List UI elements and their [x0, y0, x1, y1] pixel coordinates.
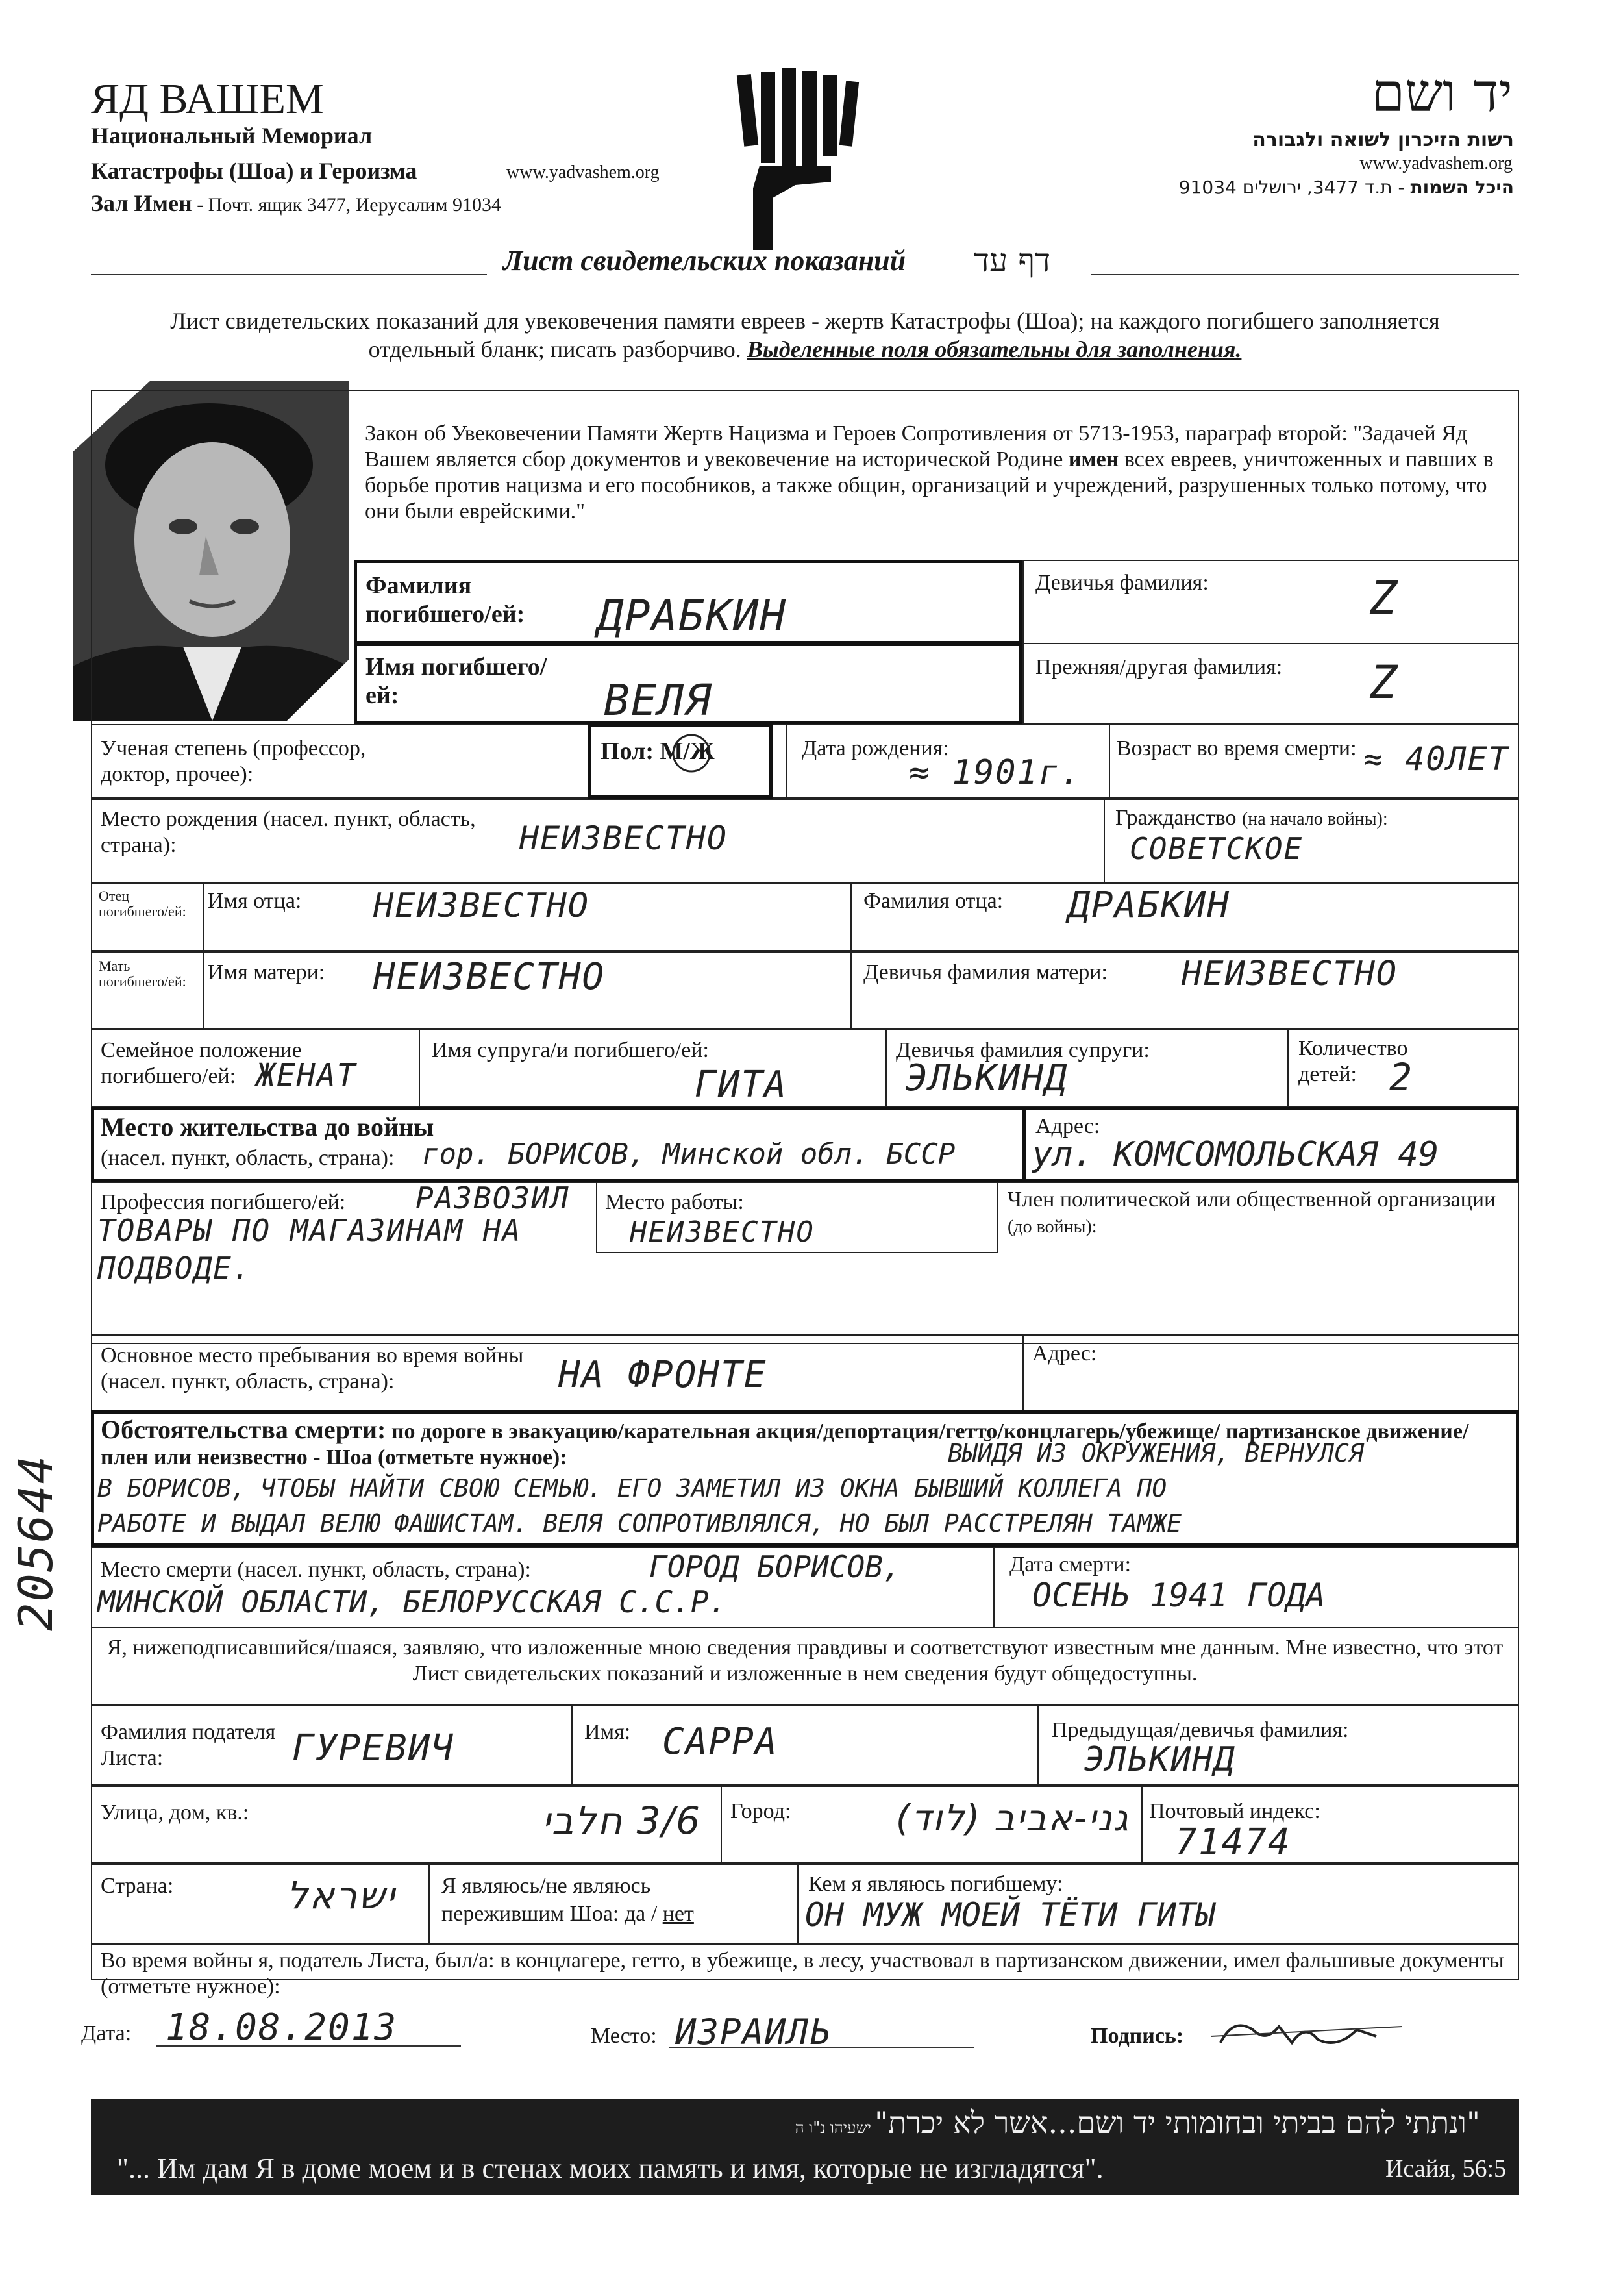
war-address-label: Адрес:	[1032, 1341, 1097, 1366]
death-circ-line1: ВЫЙДЯ ИЗ ОКРУЖЕНИЯ, ВЕРНУЛСЯ	[948, 1439, 1364, 1467]
death-circ-text: по дороге в эвакуацию/карательная акция/депортация/гетто/концлагерь/убежище/ партизанское движение/плен или неизвестно - Шоа (отметьте нужное):	[101, 1419, 1469, 1469]
title-rule-right	[1091, 274, 1519, 275]
war-address-field[interactable]	[1022, 1334, 1519, 1412]
relation-label: Кем я являюсь погибшему:	[808, 1872, 1063, 1896]
spouse-label: Имя супруга/и погибшего/ей:	[432, 1038, 709, 1062]
declaration: Я, нижеподписавшийся/шаяся, заявляю, что изложенные мною сведения правдивы и соответствуют известным мне данным. Мне известно, что этот Лист свидетельских показаний и изложенные в нем сведения будут общедоступны.	[106, 1636, 1504, 1686]
profession-line1: РАЗВОЗИЛ	[415, 1180, 570, 1216]
instructions-required: Выделенные поля обязательны для заполнения.	[747, 336, 1242, 362]
citizenship-value: СОВЕТСКОЕ	[1130, 831, 1304, 866]
quote-he: "ונתתי להם בביתי ובחומותי יד ושם...אשר לא יכרת"	[874, 2105, 1480, 2140]
spouse-maiden-label: Девичья фамилия супруги:	[896, 1038, 1150, 1062]
quote-he-wrap	[312, 2105, 1480, 2140]
father-surname-label: Фамилия отца:	[863, 889, 1004, 913]
he-line1: רשות הזיכרון לשואה ולגבורה	[1252, 129, 1514, 151]
maiden-name-label: Девичья фамилия:	[1035, 571, 1209, 595]
submitter-name-value: САРРА	[662, 1721, 778, 1763]
country-label: Страна:	[101, 1874, 174, 1898]
children-label: Количество детей:	[1298, 1036, 1408, 1086]
submitter-surname-value: ГУРЕВИЧ	[292, 1727, 455, 1769]
hall-name: Зал Имен	[91, 190, 192, 216]
citizenship-label: Гражданство	[1115, 806, 1237, 830]
gender-circle-mark	[669, 730, 714, 776]
country-value: ישראל	[286, 1873, 396, 1917]
dob-label: Дата рождения:	[802, 736, 949, 760]
he-hall-line	[1179, 177, 1514, 198]
residence-sub: (насел. пункт, область, страна):	[101, 1146, 395, 1170]
age-label: Возраст во время смерти:	[1117, 736, 1357, 760]
workplace-label: Место работы:	[605, 1190, 744, 1214]
relation-value: ОН МУЖ МОЕЙ ТЁТИ ГИТЫ	[805, 1896, 1216, 1934]
citizenship-label-wrap	[1115, 805, 1388, 832]
residence-address-value: ул. КОМСОМОЛЬСКАЯ 49	[1032, 1135, 1439, 1174]
residence-value: гор. БОРИСОВ, Минской обл. БССР	[422, 1138, 956, 1171]
he-website: www.yadvashem.org	[1359, 153, 1513, 173]
footer-place-value: ИЗРАИЛЬ	[675, 2012, 832, 2053]
birthplace-label: Место рождения (насел. пункт, область, страна):	[101, 807, 476, 857]
member-note: (до войны):	[1008, 1217, 1097, 1237]
hall-address: - Почт. ящик 3477, Иерусалим 91034	[192, 194, 501, 216]
residence-label: Место жительства до войны	[101, 1112, 434, 1142]
spouse-maiden-value: ЭЛЬКИНД	[906, 1057, 1069, 1099]
mother-maiden-value: НЕИЗВЕСТНО	[1182, 955, 1398, 993]
form-title-ru: Лист свидетельских показаний	[503, 245, 906, 277]
marital-value: ЖЕНАТ	[256, 1057, 357, 1093]
footer-date-label: Дата:	[81, 2021, 132, 2045]
death-circ-line3: РАБОТЕ И ВЫДАЛ ВЕЛЮ ФАШИСТАМ. ВЕЛЯ СОПРОТИВЛЯЛСЯ, НО БЫЛ РАССТРЕЛЯН ТАМЖЕ	[97, 1509, 1182, 1538]
yad-vashem-logo	[734, 68, 863, 256]
website: www.yadvashem.org	[506, 162, 660, 182]
birthplace-value: НЕИЗВЕСТНО	[519, 819, 728, 857]
he-address: - ת.ד 3477, ירושלים 91034	[1178, 177, 1411, 198]
hall-line	[91, 190, 501, 217]
spouse-value: ГИТА	[695, 1064, 787, 1106]
title-rule-left	[91, 274, 487, 275]
mother-side-label: Мать погибшего/ей:	[99, 958, 186, 990]
residence-address-label: Адрес:	[1035, 1114, 1100, 1138]
city-label: Город:	[730, 1799, 791, 1823]
survivor-label-1: Я являюсь/не являюсь	[441, 1874, 651, 1898]
submitter-prev-label: Предыдущая/девичья фамилия:	[1052, 1718, 1349, 1742]
org-title-he: יד ושם	[1371, 62, 1513, 124]
firstname-value: ВЕЛЯ	[604, 675, 712, 725]
quote-ru: "... Им дам Я в доме моем и в стенах моих память и имя, которые не изгладятся".	[117, 2152, 1104, 2184]
marital-label: Семейное положение погибшего/ей:	[101, 1038, 302, 1088]
former-name-label: Прежняя/другая фамилия:	[1035, 655, 1283, 679]
surname-label: Фамилия погибшего/ей:	[365, 572, 525, 628]
law-bold: имен	[1068, 447, 1119, 471]
signature	[1208, 2010, 1415, 2056]
age-value: ≈ 40ЛЕТ	[1363, 740, 1509, 778]
margin-number: 205644	[8, 1454, 63, 1631]
citizenship-note: (на начало войны):	[1241, 809, 1388, 829]
footer-place-label: Место:	[591, 2024, 657, 2048]
footer-sign-label: Подпись:	[1091, 2024, 1184, 2048]
father-name-value: НЕИЗВЕСТНО	[373, 886, 590, 925]
children-value: 2	[1389, 1055, 1413, 1099]
law-p1: Закон об Увековечении Памяти Жертв Нацизма и Героев Сопротивления от 5713-1953, параграф второй: "Задачей Яд Вашем является сбор документов и увековечение на исторической Родине	[365, 421, 1468, 471]
survivor-no[interactable]: нет	[662, 1902, 694, 1926]
zip-label: Почтовый индекс:	[1149, 1799, 1320, 1823]
maiden-name-value: Z	[1370, 571, 1399, 625]
submitter-name-label: Имя:	[584, 1720, 631, 1744]
footer-date-line	[156, 2045, 461, 2047]
survivor-yes[interactable]: да	[624, 1902, 646, 1926]
during-war-text: Во время войны я, податель Листа, был/а: в концлагере, гетто, в убежище, в лесу, участвовал в партизанском движении, имел фальшивые документы (отметьте нужное):	[101, 1949, 1504, 1999]
death-place-line1: ГОРОД БОРИСОВ,	[649, 1549, 901, 1584]
submitter-prev-value: ЭЛЬКИНД	[1084, 1740, 1236, 1779]
death-circ-bold: Обстоятельства смерти:	[101, 1415, 386, 1444]
memorial-line2: Катастрофы (Шоа) и Героизма	[91, 158, 417, 184]
law-text	[365, 421, 1507, 525]
zip-value: 71474	[1175, 1821, 1291, 1864]
death-date-label: Дата смерти:	[1009, 1553, 1132, 1577]
firstname-label: Имя погибшего/ей:	[365, 653, 547, 709]
survivor-label-2: пережившим Шоа:	[441, 1902, 619, 1926]
profession-line2: ТОВАРЫ ПО МАГАЗИНАМ НА	[97, 1213, 522, 1248]
war-place-label: Основное место пребывания во время войны (насел. пункт, область, страна):	[101, 1343, 524, 1393]
memorial-line1: Национальный Мемориал	[91, 123, 373, 149]
submitter-surname-label: Фамилия подателя Листа:	[101, 1720, 276, 1770]
survivor-label-2-wrap	[441, 1901, 694, 1927]
quote-he-ref: ישעיהו נ"ו ה	[795, 2119, 871, 2137]
footer-date-value: 18.08.2013	[166, 2006, 398, 2049]
father-name-label: Имя отца:	[208, 889, 302, 913]
quote-banner	[91, 2099, 1519, 2195]
org-title-ru: ЯД ВАШЕМ	[91, 75, 324, 123]
submitter-name-field[interactable]	[571, 1704, 1039, 1786]
survivor-sep: /	[645, 1902, 663, 1926]
form-title-he: דף עד	[974, 242, 1051, 279]
law-p2: всех евреев, уничтоженных и павших в борьбе против нацизма и его пособников, а также общин, организаций и учреждений, разрушенных только потому, что они были еврейскими."	[365, 447, 1494, 523]
gender-label: Пол: М/Ж	[601, 738, 715, 765]
degree-label: Ученая степень (профессор, доктор, прочее):	[101, 736, 366, 786]
father-side-label: Отец погибшего/ей:	[99, 888, 186, 919]
father-surname-value: ДРАБКИН	[1068, 884, 1231, 927]
profession-line3: ПОДВОДЕ.	[97, 1251, 252, 1286]
footer-place-line	[669, 2047, 974, 2048]
death-place-label: Место смерти (насел. пункт, область, страна):	[101, 1558, 531, 1582]
mother-name-value: НЕИЗВЕСТНО	[373, 956, 606, 998]
street-value: 3/6 חלבי	[541, 1799, 701, 1843]
dob-value: ≈ 1901г.	[909, 753, 1082, 792]
city-value: גני-אביב (לוד)	[895, 1797, 1130, 1840]
instructions	[117, 306, 1493, 364]
member-label: Член политической или общественной организации	[1008, 1188, 1496, 1212]
death-date-value: ОСЕНЬ 1941 ГОДА	[1032, 1577, 1326, 1614]
quote-ref: Исайя, 56:5	[1385, 2155, 1506, 2182]
former-name-value: Z	[1370, 656, 1399, 709]
mother-name-label: Имя матери:	[208, 960, 325, 984]
profession-label: Профессия погибшего/ей:	[101, 1190, 346, 1214]
death-circ-line2: В БОРИСОВ, ЧТОБЫ НАЙТИ СВОЮ СЕМЬЮ. ЕГО ЗАМЕТИЛ ИЗ ОКНА БЫВШИЙ КОЛЛЕГА ПО	[97, 1474, 1167, 1503]
member-label-wrap	[1008, 1187, 1514, 1240]
street-label: Улица, дом, кв.:	[101, 1801, 249, 1825]
instructions-text: Лист свидетельских показаний для увековечения памяти евреев - жертв Катастрофы (Шоа); на каждого погибшего заполняется отдельный бланк; писать разборчиво.	[170, 308, 1440, 362]
death-place-line2: МИНСКОЙ ОБЛАСТИ, БЕЛОРУССКАЯ С.С.Р.	[97, 1584, 727, 1619]
surname-value: ДРАБКИН	[597, 591, 787, 641]
mother-maiden-label: Девичья фамилия матери:	[863, 960, 1108, 984]
workplace-value: НЕИЗВЕСТНО	[630, 1216, 815, 1249]
war-place-value: НА ФРОНТЕ	[558, 1354, 767, 1396]
he-hall: היכל השמות	[1410, 177, 1514, 198]
